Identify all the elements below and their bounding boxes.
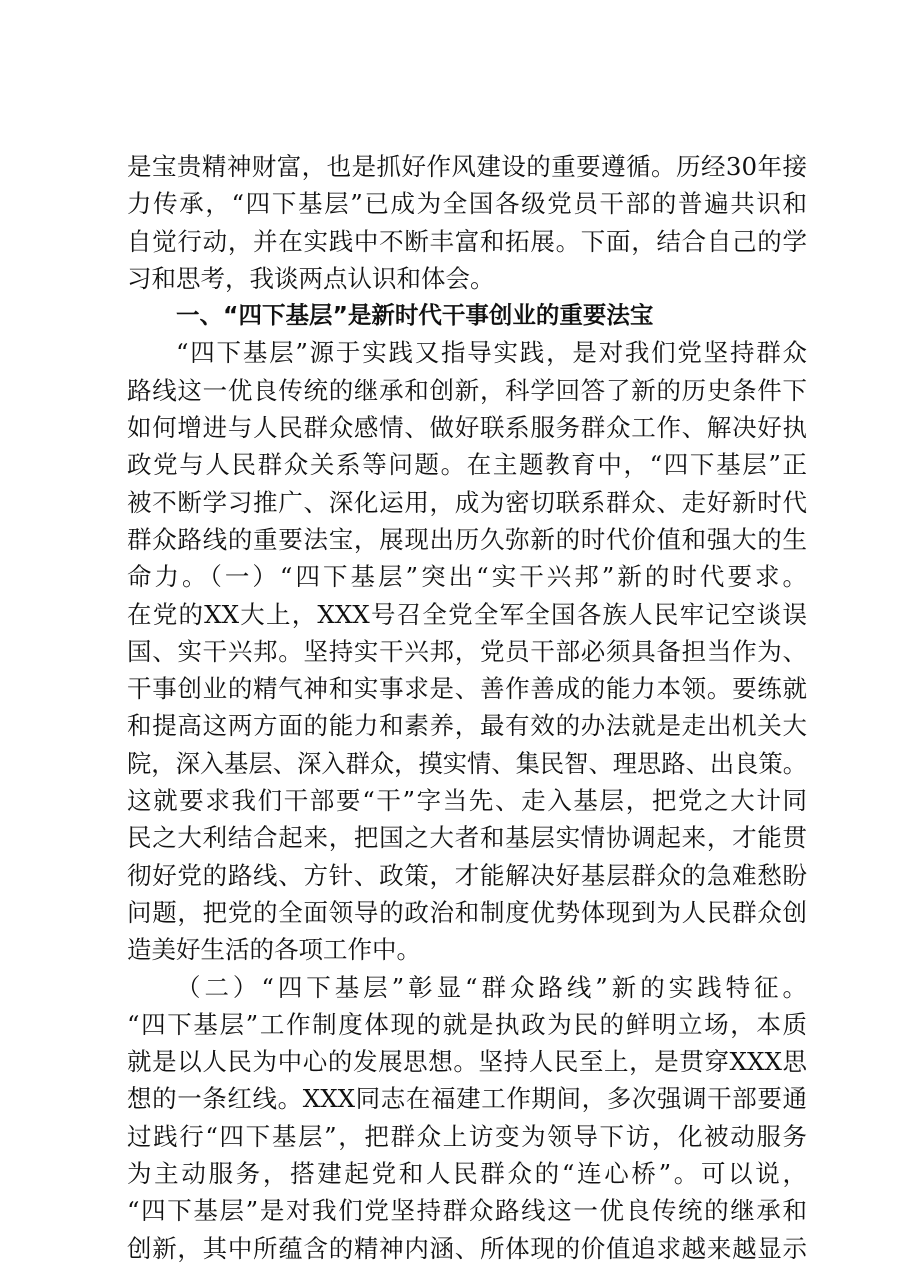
paragraph-line: 习和思考，我谈两点认识和体会。 <box>127 263 495 293</box>
paragraph-line: 如何增进与人民群众感情、做好联系服务群众工作、解决好执 <box>127 413 807 443</box>
paragraph-line: 问题，把党的全面领导的政治和制度优势体现到为人民群众创 <box>127 897 807 927</box>
paragraph-line: 命力。（一）“四下基层”突出“实干兴邦”新的时代要求。 <box>127 562 807 592</box>
paragraph-line: 在党的XX大上，XXX号召全党全军全国各族人民牢记空谈误 <box>127 599 807 629</box>
paragraph-line: 造美好生活的各项工作中。 <box>127 935 421 965</box>
paragraph-line: “四下基层”源于实践又指导实践，是对我们党坚持群众 <box>176 338 807 368</box>
paragraph-line: 自觉行动，并在实践中不断丰富和拓展。下面，结合自己的学 <box>127 226 807 256</box>
subsection-heading: （二）“四下基层”彰显“群众路线”新的实践特征。 <box>176 972 807 1002</box>
paragraph-line: 想的一条红线。XXX同志在福建工作期间，多次强调干部要通 <box>127 1084 807 1114</box>
paragraph-line: 民之大利结合起来，把国之大者和基层实情协调起来，才能贯 <box>127 823 807 853</box>
paragraph-line: 过践行“四下基层”，把群众上访变为领导下访，化被动服务 <box>127 1121 807 1151</box>
paragraph-line: 被不断学习推广、深化运用，成为密切联系群众、走好新时代 <box>127 487 807 517</box>
paragraph-line: 群众路线的重要法宝，展现出历久弥新的时代价值和强大的生 <box>127 524 807 554</box>
paragraph-line: “四下基层”是对我们党坚持群众路线这一优良传统的继承和 <box>127 1196 807 1226</box>
document-body <box>127 148 807 1267</box>
paragraph-line: 创新，其中所蕴含的精神内涵、所体现的价值追求越来越显示 <box>127 1233 807 1263</box>
paragraph-line: 路线这一优良传统的继承和创新，科学回答了新的历史条件下 <box>127 375 807 405</box>
paragraph-line: 彻好党的路线、方针、政策，才能解决好基层群众的急难愁盼 <box>127 860 807 890</box>
paragraph-line: 干事创业的精气神和实事求是、善作善成的能力本领。要练就 <box>127 674 807 704</box>
paragraph-line: 院，深入基层、深入群众，摸实情、集民智、理思路、出良策。 <box>127 748 807 778</box>
paragraph-line: 国、实干兴邦。坚持实干兴邦，党员干部必须具备担当作为、 <box>127 636 807 666</box>
paragraph-line: “四下基层”工作制度体现的就是执政为民的鲜明立场，本质 <box>127 1009 807 1039</box>
paragraph-line: 是宝贵精神财富，也是抓好作风建设的重要遵循。历经30年接 <box>127 152 807 181</box>
paragraph-line: 和提高这两方面的能力和素养，最有效的办法就是走出机关大 <box>127 711 807 741</box>
paragraph-line: 这就要求我们干部要“干”字当先、走入基层，把党之大计同 <box>127 786 807 816</box>
paragraph-line: 力传承，“四下基层”已成为全国各级党员干部的普遍共识和 <box>127 189 807 219</box>
paragraph-line: 就是以人民为中心的发展思想。坚持人民至上，是贯穿XXX思 <box>127 1047 807 1077</box>
section-heading: 一、“四下基层”是新时代干事创业的重要法宝 <box>176 301 654 330</box>
paragraph-line: 政党与人民群众关系等问题。在主题教育中，“四下基层”正 <box>127 450 807 480</box>
paragraph-line: 为主动服务，搭建起党和人民群众的“连心桥”。可以说， <box>127 1159 807 1189</box>
